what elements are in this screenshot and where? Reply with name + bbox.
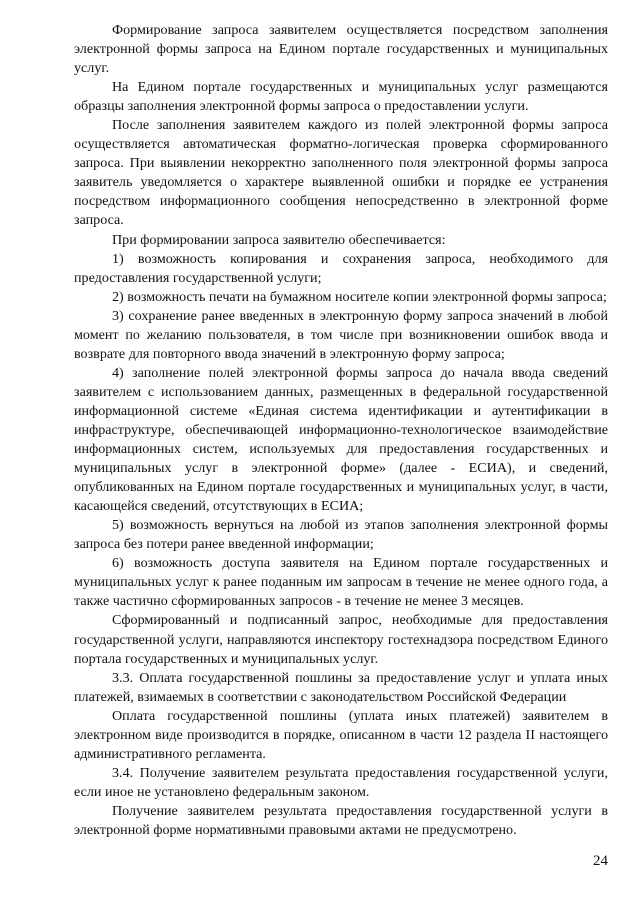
- list-item-keep-values: 3) сохранение ранее введенных в электронную форму запроса значений в любой момент по желанию пользователя, в том числе при возникновении ошибок ввода и возврате для повторного ввода значений в электронную форму запроса;: [74, 307, 608, 362]
- list-item-access-requests: 6) возможность доступа заявителя на Едином портале государственных и муниципальных услуг к ранее поданным им запросам в течение не менее одного года, а также частично сформированных запросов - в течение не менее 3 месяцев.: [74, 555, 608, 610]
- paragraph-format-check: После заполнения заявителем каждого из полей электронной формы запроса осуществляется автоматическая форматно-логическая проверка сформированного запроса. При выявлении некорректно заполненного поля электронной формы запроса заявитель уведомляется о характере выявленной ошибки и порядке ее устранения посредством информационного сообщения непосредственно в электронной форме запроса.: [74, 117, 608, 229]
- list-item-prefill-esia: 4) заполнение полей электронной формы запроса до начала ввода сведений заявителем с использованием данных, размещенных в федеральной государственной информационной системе «Единая система идентификации и аутентификации в инфраструктуре, обеспечивающей информационно-технологическое взаимодействие информационных систем, используемых для предоставления государственных и муниципальных услуг в электронной форме» (далее - ЕСИА), и сведений, опубликованных на Едином портале государственных и муниципальных услуг, в части, касающейся сведений, отсутствующих в ЕСИА;: [74, 364, 608, 515]
- section-heading-3-3: 3.3. Оплата государственной пошлины за предоставление услуг и уплата иных платежей, взимаемых в соответствии с законодательством Российской Федерации: [74, 669, 608, 705]
- list-item-return-step: 5) возможность вернуться на любой из этапов заполнения электронной формы запроса без потери ранее введенной информации;: [74, 517, 608, 553]
- paragraph-form-filling: Формирование запроса заявителем осуществляется посредством заполнения электронной формы запроса на Едином портале государственных и муниципальных услуг.: [74, 22, 608, 77]
- paragraph-fee-payment: Оплата государственной пошлины (уплата иных платежей) заявителем в электронном виде производится в порядке, описанном в части 12 раздела II настоящего административного регламента.: [74, 707, 608, 762]
- page-number: 24: [593, 853, 608, 869]
- section-heading-3-4: 3.4. Получение заявителем результата предоставления государственной услуги, если иное не установлено федеральным законом.: [74, 764, 608, 800]
- paragraph-form-samples: На Едином портале государственных и муниципальных услуг размещаются образцы заполнения электронной формы запроса о предоставлении услуги.: [74, 79, 608, 115]
- list-item-print: 2) возможность печати на бумажном носителе копии электронной формы запроса;: [112, 288, 607, 305]
- paragraph-signed-request: Сформированный и подписанный запрос, необходимые для предоставления государственной услуги, направляются инспектору гостехнадзора посредством Единого портала государственных и муниципальных услуг.: [74, 612, 608, 667]
- paragraph-provided-features-intro: При формировании запроса заявителю обеспечивается:: [112, 231, 446, 248]
- list-item-copy-save: 1) возможность копирования и сохранения запроса, необходимого для предоставления государственной услуги;: [74, 250, 608, 286]
- paragraph-result-receipt: Получение заявителем результата предоставления государственной услуги в электронной форме нормативными правовыми актами не предусмотрено.: [74, 802, 608, 838]
